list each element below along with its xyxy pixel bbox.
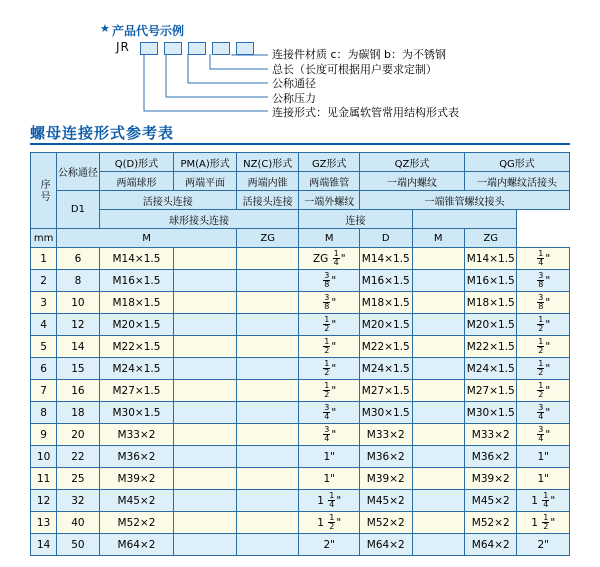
cell-qz-m: M20×1.5 bbox=[360, 314, 412, 336]
cell-dn: 8 bbox=[57, 270, 99, 292]
cell-nzc-m bbox=[236, 380, 299, 402]
header-d1: D1 bbox=[57, 191, 99, 229]
cell-nzc-m bbox=[236, 270, 299, 292]
code-box bbox=[140, 42, 158, 55]
cell-gz-zg: 1 $\frac{1}{4}$ " bbox=[299, 490, 360, 512]
cell-qg-m: M30×1.5 bbox=[465, 402, 517, 424]
product-code-boxes bbox=[140, 42, 254, 55]
cell-no: 3 bbox=[31, 292, 57, 314]
cell-dn: 10 bbox=[57, 292, 99, 314]
header-index: 序号 bbox=[31, 153, 57, 229]
table-row bbox=[31, 314, 570, 336]
table-row bbox=[31, 512, 570, 534]
cell-qd-m: M18×1.5 bbox=[99, 292, 174, 314]
cell-qg-zg: $\frac{3}{4}$ " bbox=[517, 402, 570, 424]
cell-no: 10 bbox=[31, 446, 57, 468]
cell-gz-zg: 1 $\frac{1}{2}$ " bbox=[299, 512, 360, 534]
cell-qg-zg: $\frac{1}{2}$ " bbox=[517, 336, 570, 358]
code-box bbox=[164, 42, 182, 55]
cell-no: 11 bbox=[31, 468, 57, 490]
cell-nzc-m bbox=[236, 512, 299, 534]
cell-qg-zg: $\frac{3}{4}$ " bbox=[517, 424, 570, 446]
header-gz-sub: 两端锥管 bbox=[299, 172, 360, 191]
cell-pma-m bbox=[174, 336, 237, 358]
table-row bbox=[31, 468, 570, 490]
cell-nzc-m bbox=[236, 424, 299, 446]
legend-item: 公称压力 bbox=[272, 91, 316, 105]
cell-no: 8 bbox=[31, 402, 57, 424]
cell-qz-d bbox=[412, 314, 465, 336]
cell-qz-m: M18×1.5 bbox=[360, 292, 412, 314]
cell-qz-d bbox=[412, 292, 465, 314]
cell-qg-m: M24×1.5 bbox=[465, 358, 517, 380]
header-nzc-sub: 两端内锥 bbox=[236, 172, 299, 191]
header-row-2 bbox=[31, 172, 570, 191]
cell-pma-m bbox=[174, 270, 237, 292]
header-pma: PM(A)形式 bbox=[174, 153, 237, 172]
cell-qd-m: M45×2 bbox=[99, 490, 174, 512]
header-unit-qg-zg: ZG bbox=[465, 229, 517, 248]
cell-pma-m bbox=[174, 534, 237, 556]
header-dn: 公称通径 bbox=[57, 153, 99, 191]
cell-nzc-m bbox=[236, 292, 299, 314]
cell-pma-m bbox=[174, 402, 237, 424]
cell-nzc-m bbox=[236, 446, 299, 468]
cell-qz-m: M14×1.5 bbox=[360, 248, 412, 270]
cell-gz-zg: 1" bbox=[299, 468, 360, 490]
cell-no: 12 bbox=[31, 490, 57, 512]
cell-qd-m: M39×2 bbox=[99, 468, 174, 490]
cell-dn: 14 bbox=[57, 336, 99, 358]
cell-gz-zg: $\frac{1}{2}$ " bbox=[299, 358, 360, 380]
table-body bbox=[31, 248, 570, 556]
header-unit-qz-m: M bbox=[299, 229, 360, 248]
product-code-legend bbox=[0, 0, 600, 119]
cell-qz-m: M52×2 bbox=[360, 512, 412, 534]
cell-gz-zg: $\frac{1}{2}$ " bbox=[299, 336, 360, 358]
cell-qg-zg: 1 $\frac{1}{2}$ " bbox=[517, 512, 570, 534]
cell-qg-zg: $\frac{3}{8}$ " bbox=[517, 270, 570, 292]
cell-qz-d bbox=[412, 424, 465, 446]
table-row bbox=[31, 534, 570, 556]
table-row bbox=[31, 248, 570, 270]
cell-no: 4 bbox=[31, 314, 57, 336]
cell-pma-m bbox=[174, 248, 237, 270]
cell-nzc-m bbox=[236, 336, 299, 358]
cell-dn: 40 bbox=[57, 512, 99, 534]
legend-item: 连接件材质 c：为碳钢 b：为不锈钢 bbox=[272, 48, 447, 61]
cell-qz-m: M22×1.5 bbox=[360, 336, 412, 358]
cell-qz-m: M45×2 bbox=[360, 490, 412, 512]
legend-item-list bbox=[272, 48, 459, 121]
header-unit-mm: mm bbox=[31, 229, 57, 248]
header-gz-conn: 一端外螺纹 bbox=[299, 191, 360, 210]
cell-qg-m: M20×1.5 bbox=[465, 314, 517, 336]
cell-qg-m: M18×1.5 bbox=[465, 292, 517, 314]
cell-pma-m bbox=[174, 380, 237, 402]
legend-item: 公称通径 bbox=[272, 77, 316, 90]
cell-qd-m: M33×2 bbox=[99, 424, 174, 446]
cell-qz-d bbox=[412, 336, 465, 358]
table-row bbox=[31, 424, 570, 446]
cell-qg-m: M52×2 bbox=[465, 512, 517, 534]
cell-qd-m: M24×1.5 bbox=[99, 358, 174, 380]
cell-qz-d bbox=[412, 534, 465, 556]
product-code-prefix: JR bbox=[116, 40, 130, 54]
cell-nzc-m bbox=[236, 248, 299, 270]
cell-qz-d bbox=[412, 468, 465, 490]
header-qg-conn2 bbox=[412, 210, 517, 229]
cell-no: 7 bbox=[31, 380, 57, 402]
cell-qd-m: M36×2 bbox=[99, 446, 174, 468]
cell-gz-zg: $\frac{3}{8}$ " bbox=[299, 270, 360, 292]
cell-qg-m: M45×2 bbox=[465, 490, 517, 512]
header-unit-zg: ZG bbox=[236, 229, 299, 248]
cell-pma-m bbox=[174, 424, 237, 446]
header-qz-sub: 一端内螺纹 bbox=[360, 172, 465, 191]
table-row bbox=[31, 358, 570, 380]
cell-pma-m bbox=[174, 512, 237, 534]
cell-qg-zg: $\frac{1}{2}$ " bbox=[517, 358, 570, 380]
cell-qd-m: M14×1.5 bbox=[99, 248, 174, 270]
header-qd: Q(D)形式 bbox=[99, 153, 174, 172]
cell-dn: 15 bbox=[57, 358, 99, 380]
cell-no: 2 bbox=[31, 270, 57, 292]
cell-qg-m: M33×2 bbox=[465, 424, 517, 446]
table-row bbox=[31, 336, 570, 358]
cell-qg-m: M36×2 bbox=[465, 446, 517, 468]
header-nzc: NZ(C)形式 bbox=[236, 153, 299, 172]
header-unit-qg-m: M bbox=[412, 229, 465, 248]
cell-qz-m: M30×1.5 bbox=[360, 402, 412, 424]
cell-qd-m: M30×1.5 bbox=[99, 402, 174, 424]
legend-item: 总长（长度可根据用户要求定制） bbox=[272, 62, 437, 76]
cell-qg-m: M39×2 bbox=[465, 468, 517, 490]
table-row bbox=[31, 270, 570, 292]
cell-qz-m: M64×2 bbox=[360, 534, 412, 556]
table-row bbox=[31, 402, 570, 424]
header-pma-sub: 两端平面 bbox=[174, 172, 237, 191]
cell-no: 1 bbox=[31, 248, 57, 270]
cell-nzc-m bbox=[236, 358, 299, 380]
header-unit-m: M bbox=[57, 229, 237, 248]
cell-qd-m: M20×1.5 bbox=[99, 314, 174, 336]
cell-qz-d bbox=[412, 358, 465, 380]
table-row bbox=[31, 380, 570, 402]
table-row bbox=[31, 490, 570, 512]
cell-no: 6 bbox=[31, 358, 57, 380]
cell-dn: 50 bbox=[57, 534, 99, 556]
nut-connection-table bbox=[30, 152, 570, 556]
cell-pma-m bbox=[174, 314, 237, 336]
cell-nzc-m bbox=[236, 468, 299, 490]
cell-pma-m bbox=[174, 490, 237, 512]
cell-dn: 25 bbox=[57, 468, 99, 490]
cell-dn: 32 bbox=[57, 490, 99, 512]
cell-gz-zg: 2" bbox=[299, 534, 360, 556]
cell-gz-zg: $\frac{3}{4}$ " bbox=[299, 424, 360, 446]
cell-dn: 18 bbox=[57, 402, 99, 424]
cell-qg-zg: 1 $\frac{1}{4}$ " bbox=[517, 490, 570, 512]
cell-gz-zg: $\frac{3}{4}$ " bbox=[299, 402, 360, 424]
cell-qz-d bbox=[412, 270, 465, 292]
header-row-5 bbox=[31, 229, 570, 248]
header-qz: QZ形式 bbox=[360, 153, 465, 172]
cell-qz-d bbox=[412, 512, 465, 534]
cell-pma-m bbox=[174, 292, 237, 314]
cell-qz-m: M27×1.5 bbox=[360, 380, 412, 402]
header-qd-sub: 两端球形 bbox=[99, 172, 174, 191]
table-header bbox=[31, 153, 570, 248]
table-row bbox=[31, 292, 570, 314]
cell-nzc-m bbox=[236, 402, 299, 424]
code-box bbox=[236, 42, 254, 55]
cell-nzc-m bbox=[236, 314, 299, 336]
cell-qz-m: M16×1.5 bbox=[360, 270, 412, 292]
cell-gz-zg: ZG $\frac{1}{4}$ " bbox=[299, 248, 360, 270]
header-qz-conn2: 连接 bbox=[299, 210, 412, 229]
legend-item: 连接形式：见金属软管常用结构形式表 bbox=[272, 106, 459, 119]
cell-qg-zg: $\frac{1}{4}$ " bbox=[517, 248, 570, 270]
header-qg-sub: 一端内螺纹活接头 bbox=[465, 172, 570, 191]
cell-pma-m bbox=[174, 446, 237, 468]
cell-qz-d bbox=[412, 402, 465, 424]
cell-gz-zg: $\frac{1}{2}$ " bbox=[299, 380, 360, 402]
cell-qd-m: M27×1.5 bbox=[99, 380, 174, 402]
cell-nzc-m bbox=[236, 490, 299, 512]
header-row-4 bbox=[31, 210, 570, 229]
header-qg: QG形式 bbox=[465, 153, 570, 172]
header-nzc-conn: 活接头连接 bbox=[236, 191, 299, 210]
header-qd-pma-conn: 活接头连接 bbox=[99, 191, 236, 210]
cell-nzc-m bbox=[236, 534, 299, 556]
header-row-3 bbox=[31, 191, 570, 210]
cell-dn: 22 bbox=[57, 446, 99, 468]
cell-dn: 6 bbox=[57, 248, 99, 270]
cell-qz-d bbox=[412, 490, 465, 512]
cell-qz-m: M24×1.5 bbox=[360, 358, 412, 380]
cell-qg-m: M14×1.5 bbox=[465, 248, 517, 270]
header-ball-conn: 球形接头连接 bbox=[99, 210, 299, 229]
cell-pma-m bbox=[174, 468, 237, 490]
cell-qg-zg: $\frac{1}{2}$ " bbox=[517, 380, 570, 402]
cell-dn: 20 bbox=[57, 424, 99, 446]
cell-qg-m: M22×1.5 bbox=[465, 336, 517, 358]
cell-no: 14 bbox=[31, 534, 57, 556]
cell-qg-zg: $\frac{3}{8}$ " bbox=[517, 292, 570, 314]
cell-no: 5 bbox=[31, 336, 57, 358]
star-icon: ★ bbox=[100, 22, 110, 35]
cell-qg-zg: 2" bbox=[517, 534, 570, 556]
cell-qd-m: M22×1.5 bbox=[99, 336, 174, 358]
header-gz: GZ形式 bbox=[299, 153, 360, 172]
cell-qd-m: M16×1.5 bbox=[99, 270, 174, 292]
header-row-1 bbox=[31, 153, 570, 172]
cell-qd-m: M64×2 bbox=[99, 534, 174, 556]
section-title: 螺母连接形式参考表 bbox=[30, 124, 175, 142]
code-box bbox=[212, 42, 230, 55]
cell-qg-zg: 1" bbox=[517, 446, 570, 468]
cell-qz-d bbox=[412, 446, 465, 468]
cell-qz-m: M33×2 bbox=[360, 424, 412, 446]
header-unit-qz-d: D bbox=[360, 229, 412, 248]
cell-no: 13 bbox=[31, 512, 57, 534]
cell-qg-m: M27×1.5 bbox=[465, 380, 517, 402]
cell-qz-d bbox=[412, 380, 465, 402]
cell-qz-d bbox=[412, 248, 465, 270]
cell-gz-zg: 1" bbox=[299, 446, 360, 468]
cell-pma-m bbox=[174, 358, 237, 380]
section-underline bbox=[30, 143, 570, 145]
legend-title: 产品代号示例 bbox=[112, 24, 185, 38]
cell-gz-zg: $\frac{3}{8}$ " bbox=[299, 292, 360, 314]
cell-dn: 12 bbox=[57, 314, 99, 336]
cell-qg-m: M16×1.5 bbox=[465, 270, 517, 292]
cell-qg-zg: $\frac{1}{2}$ " bbox=[517, 314, 570, 336]
code-box bbox=[188, 42, 206, 55]
cell-dn: 16 bbox=[57, 380, 99, 402]
cell-qd-m: M52×2 bbox=[99, 512, 174, 534]
table-row bbox=[31, 446, 570, 468]
header-qg-conn: 一端锥管螺纹接头 bbox=[360, 191, 570, 210]
cell-no: 9 bbox=[31, 424, 57, 446]
cell-gz-zg: $\frac{1}{2}$ " bbox=[299, 314, 360, 336]
cell-qg-m: M64×2 bbox=[465, 534, 517, 556]
cell-qg-zg: 1" bbox=[517, 468, 570, 490]
cell-qz-m: M39×2 bbox=[360, 468, 412, 490]
cell-qz-m: M36×2 bbox=[360, 446, 412, 468]
